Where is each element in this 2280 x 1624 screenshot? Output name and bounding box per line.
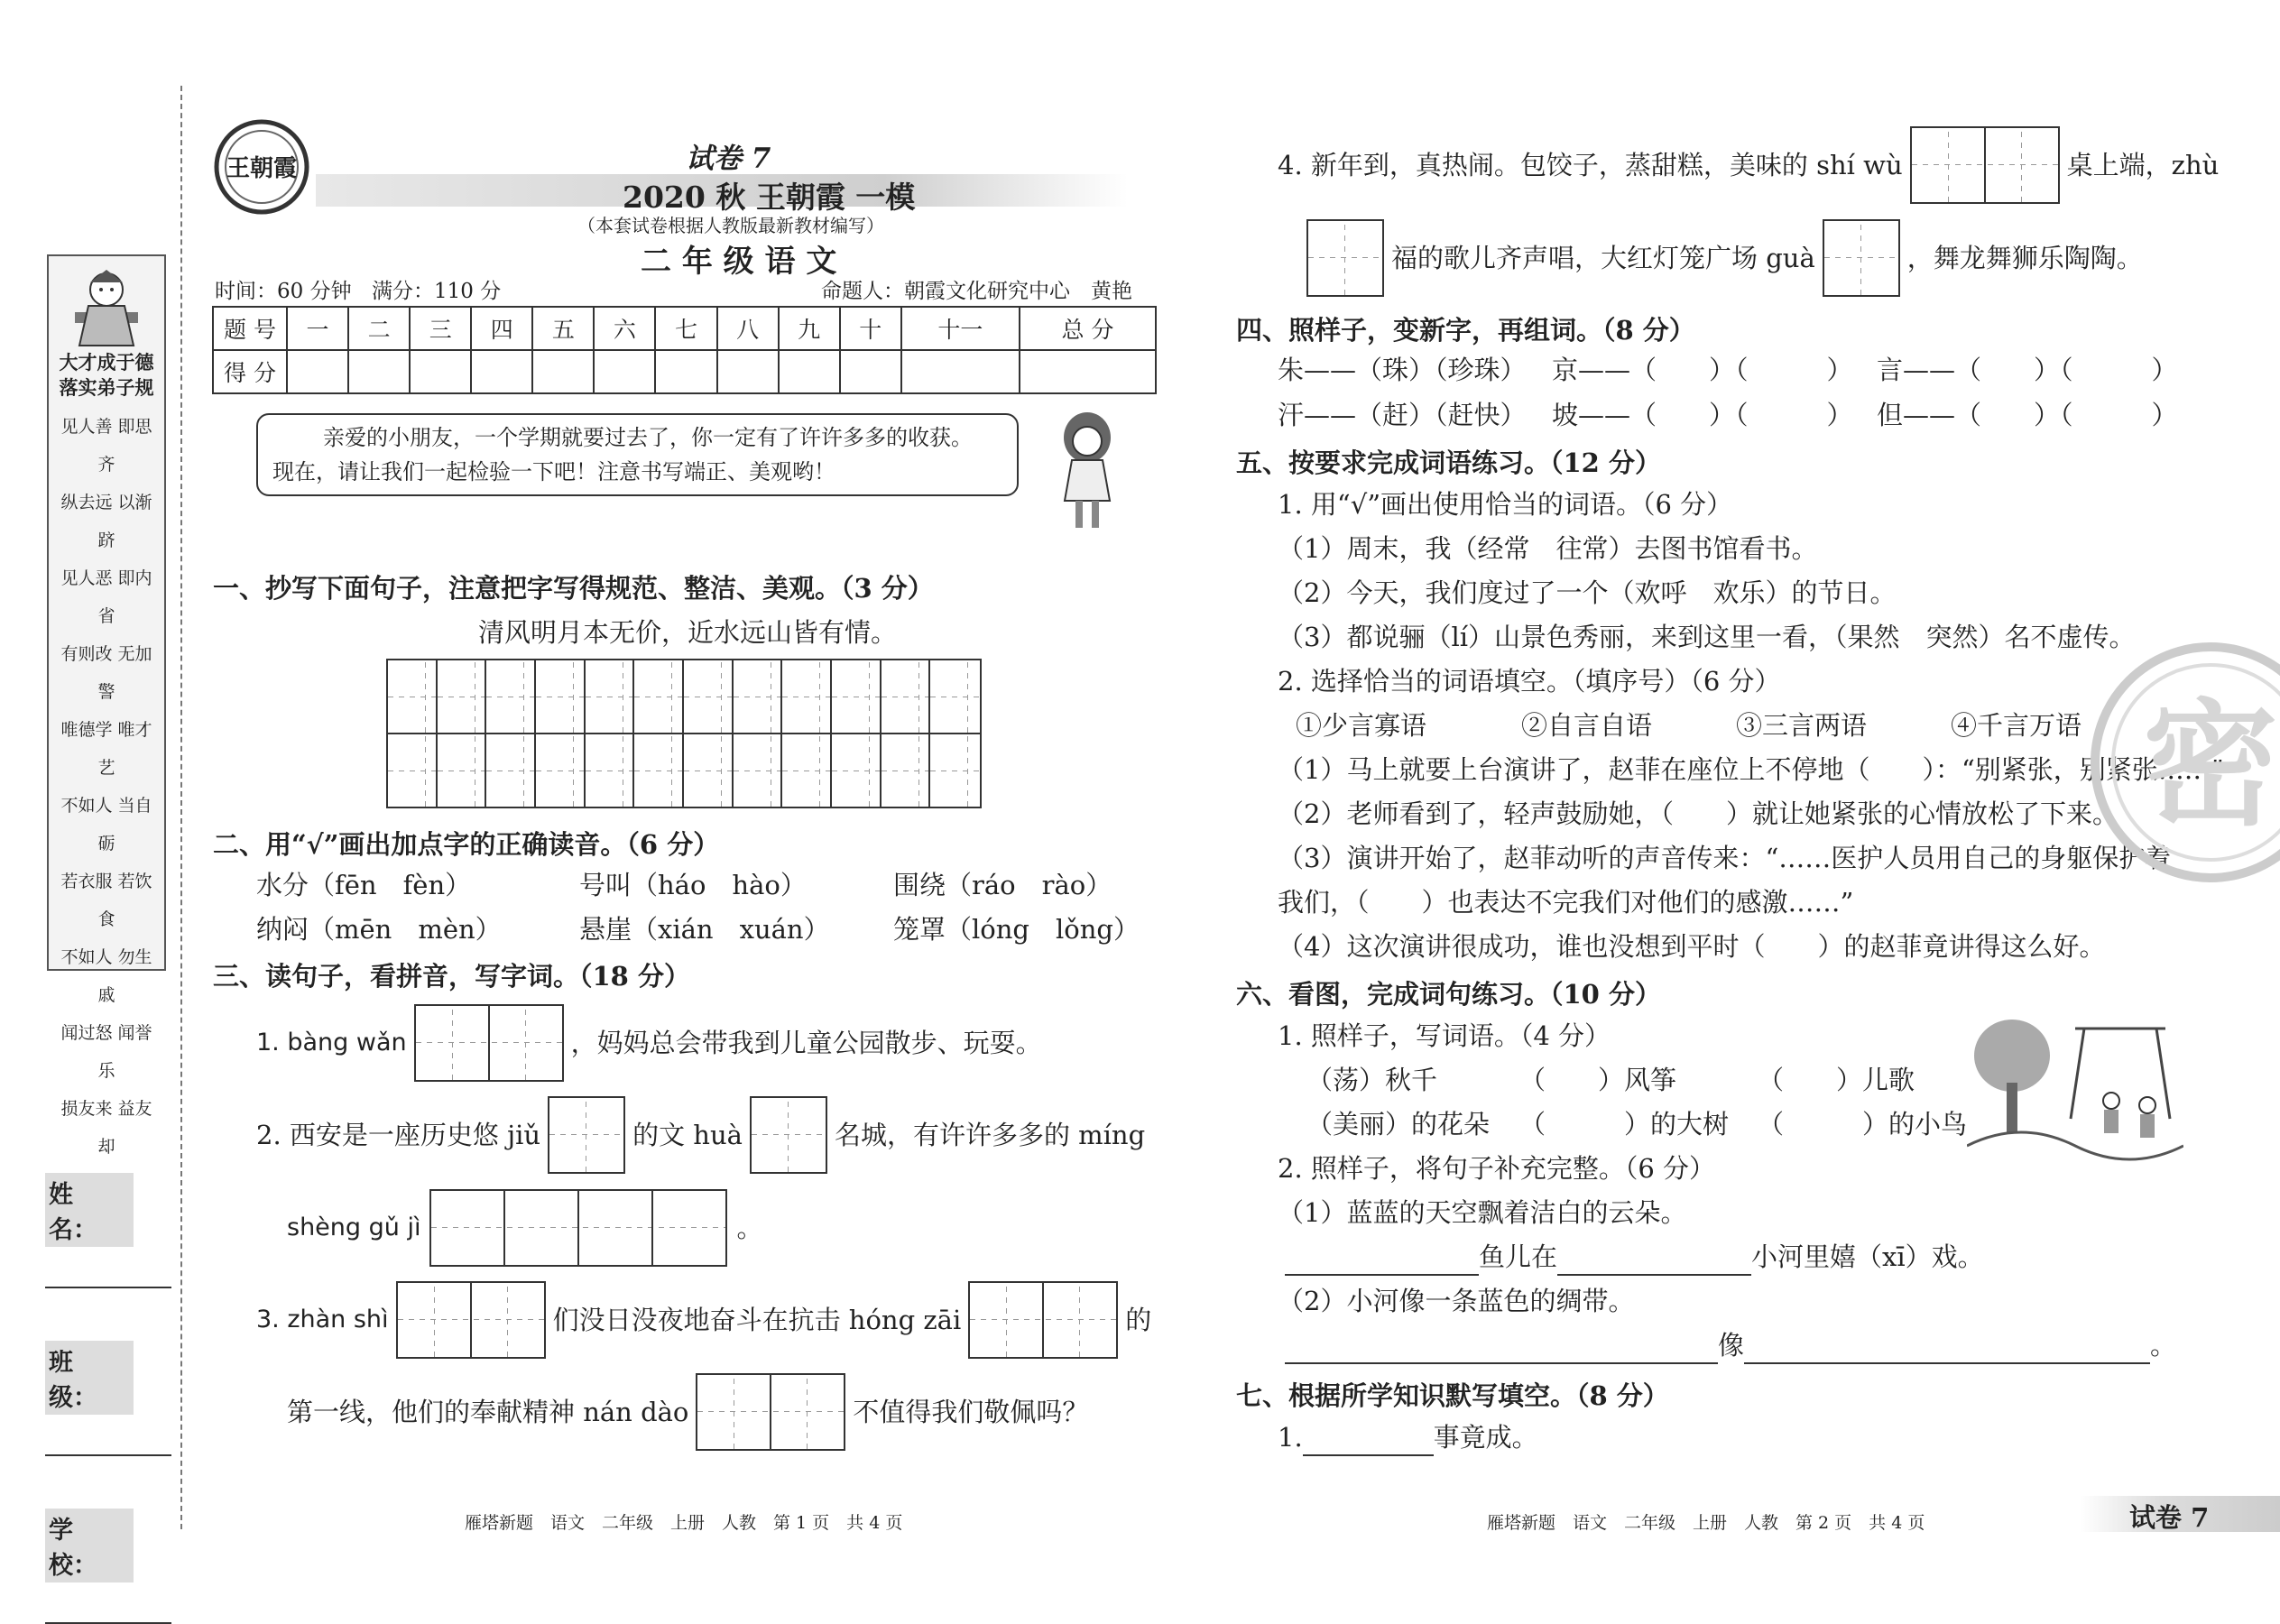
exam-title: 2020 秋 王朝霞 一模 (623, 180, 916, 215)
q6-title: 六、看图，完成词句练习。（10 分） (1236, 979, 1661, 1010)
sentence-text: 桌上端，zhù (2066, 150, 2220, 180)
verse: 唯德学 唯才艺 (60, 720, 152, 778)
score-cell[interactable] (532, 350, 594, 393)
row-label: 题 号 (213, 307, 287, 350)
blank[interactable] (1285, 1240, 1479, 1276)
verse-columns (49, 408, 164, 1166)
tianzige-grid[interactable] (386, 659, 982, 808)
sentence-text: 名城，有许许多多的 míng (834, 1120, 1146, 1150)
q5-item[interactable]: （3）都说骊（lí）山景色秀丽，来到这里一看，（果然 突然）名不虚传。 (1278, 622, 2136, 652)
score-table-row (213, 307, 1156, 350)
verse: 不如人 勿生戚 (60, 947, 152, 1005)
q6-cell[interactable]: （ ）的小鸟 (1758, 1109, 1968, 1140)
verse: 不如人 当自砺 (60, 796, 152, 854)
q2-item[interactable]: 号叫（háo hào） (579, 870, 807, 900)
score-cell[interactable] (840, 350, 901, 393)
q5-option: ④千言万语 (1951, 710, 2082, 741)
sentence-text: 事竟成。 (1433, 1422, 1538, 1453)
paper-number: 试卷 7 (686, 143, 771, 175)
q5-part2: 2. 选择恰当的词语填空。（填序号）（6 分） (1278, 666, 1781, 697)
q5-part1: 1. 用“√”画出使用恰当的词语。（6 分） (1278, 489, 1733, 520)
motto-panel (47, 254, 166, 1157)
q6-cell[interactable]: （ ）风筝 (1519, 1065, 1677, 1095)
q2-item[interactable]: 悬崖（xián xuán） (579, 914, 830, 945)
q7-title: 七、根据所学知识默写填空。（8 分） (1236, 1380, 1669, 1411)
sentence-text: 。 (736, 1213, 763, 1243)
q6-fill1 (1285, 1240, 1984, 1276)
score-cell[interactable] (1020, 350, 1156, 393)
name-label: 姓 名： (45, 1173, 134, 1247)
q2-title: 二、用“√”画出加点字的正确读音。（6 分） (213, 829, 720, 860)
sentence-text: 鱼儿在 (1479, 1241, 1558, 1272)
q6-cell: （美丽）的花朵 (1306, 1109, 1491, 1140)
pinyin: shèng gǔ jì (287, 1213, 421, 1241)
q5-option: ③三言两语 (1736, 710, 1868, 741)
verse: 若衣服 若饮食 (60, 872, 152, 929)
park-illustration (1967, 1010, 2183, 1164)
q3-line4 (1278, 126, 2219, 204)
sentence-text: ，妈妈总会带我到儿童公园散步、玩耍。 (570, 1028, 1042, 1058)
q1-writing-grid[interactable] (386, 659, 982, 808)
q2-item[interactable]: 水分（fēn fèn） (256, 870, 472, 900)
q5-title: 五、按要求完成词语练习。（12 分） (1236, 448, 1661, 478)
score-cell[interactable] (594, 350, 655, 393)
answer-box[interactable] (750, 1096, 827, 1174)
q4-title: 四、照样子，变新字，再组词。（8 分） (1236, 315, 1695, 346)
sentence-text: 。 (2150, 1330, 2177, 1361)
q6-example2: （2）小河像一条蓝色的绸带。 (1278, 1286, 1635, 1316)
class-field[interactable] (45, 1454, 171, 1456)
q6-part2: 2. 照样子，将句子补充完整。（6 分） (1278, 1153, 1716, 1184)
col-head: 六 (594, 307, 655, 350)
verse: 损友来 益友却 (60, 1099, 152, 1157)
q3-line4b (1306, 219, 2143, 297)
col-head: 总 分 (1020, 307, 1156, 350)
answer-box[interactable] (548, 1096, 625, 1174)
row-label: 得 分 (213, 350, 287, 393)
school-label: 学 校： (45, 1509, 134, 1582)
exam-subtitle: （本套试卷根据人教版最新教材编写） (577, 215, 884, 236)
score-cell[interactable] (655, 350, 716, 393)
answer-box[interactable] (1910, 126, 2060, 204)
blank[interactable] (1285, 1328, 1718, 1364)
q3-line2 (256, 1096, 1145, 1174)
q3-line3 (256, 1281, 1151, 1359)
sentence-text: 的文 huà (632, 1120, 743, 1150)
item-number: 1. (1278, 1422, 1303, 1453)
q5-option: ①少言寡语 (1296, 710, 1427, 741)
q4-cell[interactable]: 京——（ ）（ ） (1552, 355, 1853, 385)
blank[interactable] (1557, 1240, 1751, 1276)
q6-example1: （1）蓝蓝的天空飘着洁白的云朵。 (1278, 1197, 1687, 1228)
q5-item: （3）演讲开始了，赵菲动听的声音传来：“……医护人员用自己的身躯保护着 (1278, 843, 2172, 873)
pinyin: 1. bàng wǎn (256, 1029, 407, 1057)
q2-item[interactable]: 笼罩（lóng lǒng） (893, 914, 1140, 945)
intro-line: 亲爱的小朋友，一个学期就要过去了，你一定有了许许多多的收获。 (323, 425, 973, 450)
stamp-char: 密 (2142, 686, 2279, 844)
col-head: 二 (348, 307, 410, 350)
q3-title: 三、读句子，看拼音，写字词。（18 分） (213, 961, 690, 992)
col-head: 十 (840, 307, 901, 350)
col-head: 一 (287, 307, 348, 350)
confidential-stamp (2066, 632, 2280, 893)
score-table (212, 306, 1157, 394)
class-label: 班 级： (45, 1341, 134, 1415)
answer-box[interactable] (1306, 219, 1384, 297)
col-head: 十一 (901, 307, 1020, 350)
answer-box[interactable] (968, 1281, 1118, 1359)
score-table-row (213, 350, 1156, 393)
answer-box[interactable] (429, 1189, 727, 1267)
q1-sentence: 清风明月本无价，近水远山皆有情。 (478, 617, 898, 648)
cartoon-icon (52, 260, 161, 350)
q6-cell: （荡）秋千 (1306, 1065, 1438, 1095)
student-info (45, 1173, 171, 1624)
intro-bubble (256, 413, 1019, 496)
q5-item[interactable]: （1）马上就要上台演讲了，赵菲在座位上不停地（ ）：“别紧张，别紧张……” (1278, 754, 2224, 785)
col-head: 八 (717, 307, 779, 350)
answer-box[interactable] (1823, 219, 1900, 297)
score-cell[interactable] (779, 350, 840, 393)
motto-text: 大才成于德 落实弟子规 (59, 351, 154, 399)
q6-fill2 (1285, 1328, 2176, 1364)
q5-item[interactable]: 我们，（ ）也表达不完我们对他们的感激……” (1278, 887, 1854, 918)
name-field[interactable] (45, 1287, 171, 1288)
score-cell[interactable] (348, 350, 410, 393)
q4-cell[interactable]: 言——（ ）（ ） (1877, 355, 2178, 385)
score-info: 满分：110 分 (372, 280, 502, 303)
sentence-text: 第一线，他们的奉献精神 nán dào (287, 1397, 689, 1427)
col-head: 四 (471, 307, 532, 350)
footer-tag: 试卷 7 (2129, 1502, 2210, 1533)
q3-line3b (287, 1373, 1088, 1451)
intro-line: 现在，请让我们一起检验一下吧！注意书写端正、美观哟！ (272, 459, 835, 484)
girl-illustration (1047, 411, 1128, 537)
q5-item[interactable]: （2）老师看到了，轻声鼓励她，（ ）就让她紧张的心情放松了下来。 (1278, 798, 2118, 829)
verse: 有则改 无加警 (60, 644, 152, 702)
subject: 二 年 级 语 文 (641, 244, 837, 280)
verse: 见人恶 即内省 (60, 568, 152, 626)
sentence-text: 的 (1125, 1305, 1152, 1335)
q5-item[interactable]: （1）周末，我（经常 往常）去图书馆看书。 (1278, 533, 1818, 564)
author-info: 命题人：朝霞文化研究中心 黄艳 (821, 280, 1132, 303)
col-head: 三 (410, 307, 471, 350)
time-info: 时间：60 分钟 (215, 280, 352, 303)
q2-item[interactable]: 纳闷（mēn mèn） (256, 914, 502, 945)
sentence-text: 小河里嬉（xī）戏。 (1751, 1241, 1984, 1272)
col-head: 九 (779, 307, 840, 350)
sentence-text: 不值得我们敬佩吗？ (853, 1397, 1089, 1427)
sentence-text: 2. 西安是一座历史悠 jiǔ (256, 1120, 541, 1150)
pinyin: 3. zhàn shì (256, 1306, 389, 1333)
score-cell[interactable] (901, 350, 1020, 393)
score-cell[interactable] (287, 350, 348, 393)
svg-text:王朝霞: 王朝霞 (226, 155, 298, 182)
q4-cell[interactable]: 但——（ ）（ ） (1877, 400, 2178, 430)
q1-title: 一、抄写下面句子，注意把字写得规范、整洁、美观。（3 分） (213, 573, 934, 604)
q6-cell[interactable]: （ ）的大树 (1519, 1109, 1730, 1140)
q5-item[interactable]: （2）今天，我们度过了一个（欢呼 欢乐）的节日。 (1278, 577, 1897, 608)
verse: 见人善 即思齐 (60, 417, 152, 475)
q2-item[interactable]: 围绕（ráo rào） (893, 870, 1112, 900)
binding-dashed-line (180, 86, 182, 1529)
verse: 闻过怒 闻誉乐 (60, 1023, 152, 1081)
score-cell[interactable] (471, 350, 532, 393)
q6-cell[interactable]: （ ）儿歌 (1758, 1065, 1915, 1095)
footer-left: 雁塔新题 语文 二年级 上册 人教 第 1 页 共 4 页 (465, 1513, 903, 1533)
q3-line2b (287, 1189, 762, 1267)
footer-right: 雁塔新题 语文 二年级 上册 人教 第 2 页 共 4 页 (1487, 1513, 1925, 1533)
sentence-text: 4. 新年到，真热闹。包饺子，蒸甜糕，美味的 shí wù (1278, 150, 1903, 180)
q7-item1 (1278, 1420, 1538, 1456)
blank[interactable] (1744, 1328, 2150, 1364)
blank[interactable] (1303, 1420, 1434, 1456)
q4-cell: 汗——（赶）（赶快） (1278, 400, 1527, 430)
answer-box[interactable] (414, 1004, 564, 1082)
score-cell[interactable] (410, 350, 471, 393)
answer-box[interactable] (696, 1373, 845, 1451)
answer-box[interactable] (396, 1281, 546, 1359)
sentence-text: ，舞龙舞狮乐陶陶。 (1906, 243, 2143, 273)
col-head: 七 (655, 307, 716, 350)
q5-item[interactable]: （4）这次演讲很成功，谁也没想到平时（ ）的赵菲竟讲得这么好。 (1278, 931, 2106, 962)
sentence-text: 福的歌儿齐声唱，大红灯笼广场 guà (1391, 243, 1815, 273)
q4-cell[interactable]: 坡——（ ）（ ） (1552, 400, 1853, 430)
col-head: 五 (532, 307, 594, 350)
verse: 纵去远 以渐跻 (60, 493, 152, 550)
sentence-text: 们没日没夜地奋斗在抗击 hóng zāi (552, 1305, 962, 1335)
q3-line1 (256, 1004, 1042, 1082)
q4-cell: 朱——（珠）（珍珠） (1278, 355, 1527, 385)
score-cell[interactable] (717, 350, 779, 393)
q6-part1: 1. 照样子，写词语。（4 分） (1278, 1020, 1611, 1051)
logo-seal (212, 117, 311, 217)
sentence-text: 像 (1718, 1330, 1745, 1361)
q5-option: ②自言自语 (1521, 710, 1653, 741)
